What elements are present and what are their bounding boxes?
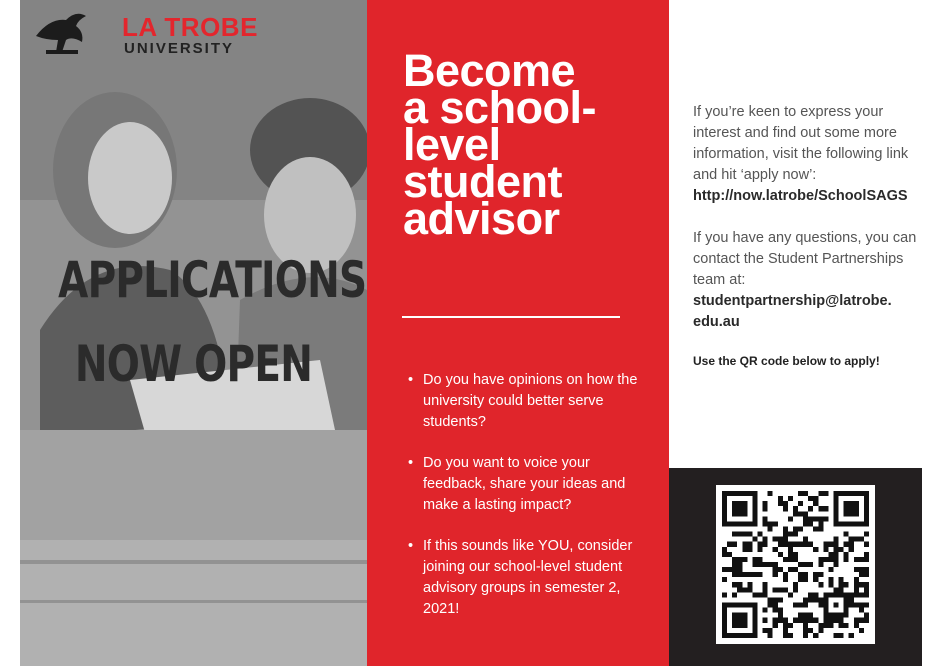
headline-line: student xyxy=(403,156,562,207)
contact-paragraph xyxy=(693,228,933,333)
info-paragraph xyxy=(693,102,933,207)
applications-banner xyxy=(58,238,367,406)
qr-note: Use the QR code below to apply! xyxy=(693,354,880,368)
headline-line: level xyxy=(403,119,501,170)
banner-line1: APPLICATIONS xyxy=(58,251,367,309)
apply-link[interactable]: http://now.latrobe/SchoolSAGS xyxy=(693,188,908,204)
info-column xyxy=(693,102,933,354)
banner-line2: NOW OPEN xyxy=(74,335,313,393)
eagle-icon xyxy=(32,6,92,58)
email-link-part2[interactable]: edu.au xyxy=(693,314,740,330)
logo-name-line2: UNIVERSITY xyxy=(124,40,235,57)
bullet-item: • If this sounds like YOU, consider joining our school-level student advisory groups in semester 2, 2021! xyxy=(403,536,643,620)
headline xyxy=(403,45,663,244)
bullet-item: • Do you want to voice your feedback, share your ideas and make a lasting impact? xyxy=(403,453,643,516)
page-margin xyxy=(0,0,20,666)
contact-text: If you have any questions, you can contact the Student Partnerships team at: xyxy=(693,230,917,288)
divider-line xyxy=(402,316,620,318)
headline-line: a school- xyxy=(403,82,597,133)
logo-name-line1: LA TROBE xyxy=(122,12,258,42)
university-logo xyxy=(28,4,258,60)
qr-code[interactable] xyxy=(716,485,875,644)
headline-line: Become xyxy=(403,45,576,96)
qr-code-icon xyxy=(722,491,869,638)
info-text: If you’re keen to express your interest and find out some more information, visit the following link and hit ‘apply now’: xyxy=(693,104,909,183)
bullet-item: • Do you have opinions on how the university could better serve students? xyxy=(403,370,643,433)
bullet-list xyxy=(403,370,643,640)
email-link-part1[interactable]: studentpartnership@latrobe. xyxy=(693,293,892,309)
headline-line: advisor xyxy=(403,193,560,244)
